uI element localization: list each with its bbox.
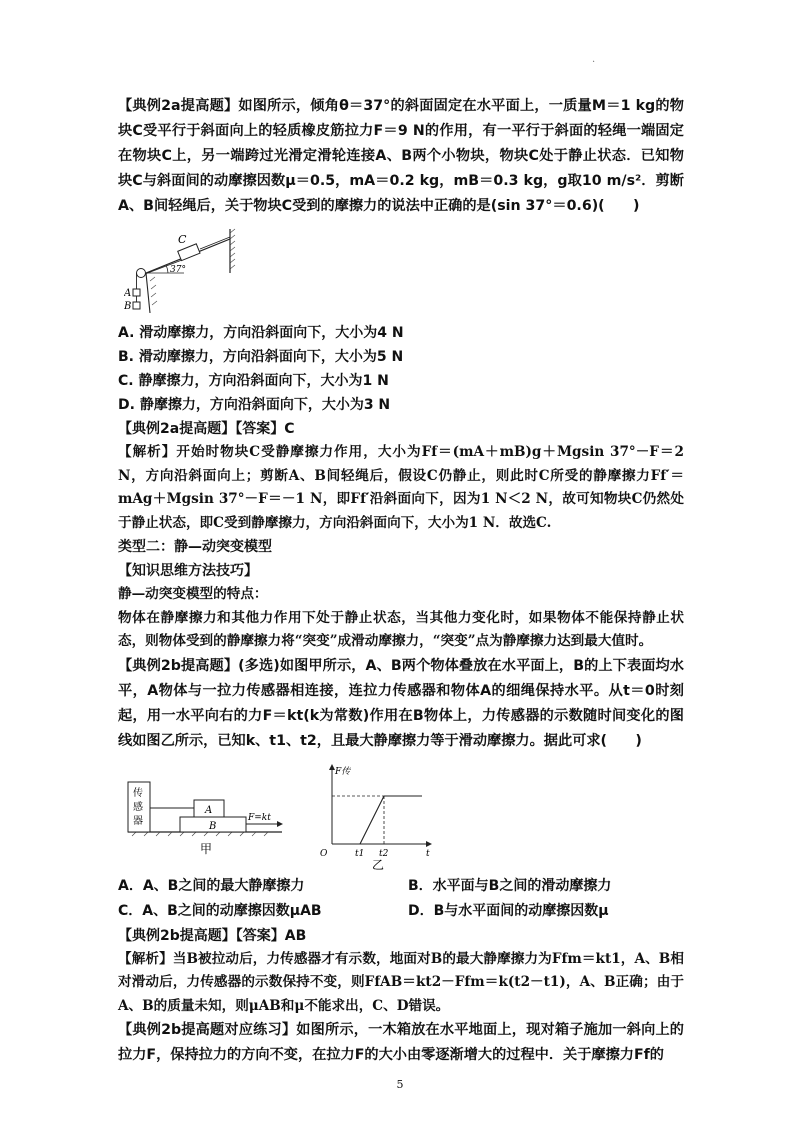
feature-title: 静—动突变模型的特点： xyxy=(118,586,268,602)
ex2b-figures xyxy=(122,762,684,872)
ground-hatch xyxy=(150,277,157,305)
page-dot: . xyxy=(592,54,596,65)
ex2a-figure xyxy=(124,225,684,317)
ex2a-option-c: C. 静摩擦力，方向沿斜面向下，大小为1 N xyxy=(118,373,389,389)
origin-label: O xyxy=(320,848,328,859)
ramp-line xyxy=(360,796,384,844)
sensor-char-2: 感 xyxy=(133,801,143,813)
wall-hatch xyxy=(230,229,235,269)
ex2a-explanation: 【解析】开始时物块C受静摩擦力作用，大小为Ff＝(mA＋mB)g＋Mgsin 37°－F＝2 N，方向沿斜面向上；剪断A、B间轻绳后，假设C仍静止，则此时C所受的静摩擦力Ff′＝mAg＋Mgsin 37°－F＝－1 N，即Ff′沿斜面向下，因为1 N＜2 N，故可知物块C仍然处于静止状态，即C受到静摩擦力，方向沿斜面向下，大小为1 N．故选C. xyxy=(118,444,684,531)
pulley xyxy=(137,269,146,278)
ex2b-question: 【典例2b提高题】(多选)如图甲所示，A、B两个物体叠放在水平面上，B的上下表面均水平，A物体与一拉力传感器相连接，连拉力传感器和物体A的细绳保持水平。从t＝0时刻起，用一水平向右的力F＝kt(k为常数)作用在B物体上，力传感器的示数随时间变化的图线如图乙所示，已知k、t1、t2，且最大静摩擦力等于滑动摩擦力。据此可求( ) xyxy=(118,657,684,749)
ex2a-option-a: A. 滑动摩擦力，方向沿斜面向下，大小为4 N xyxy=(118,325,404,341)
ex2a-option-b: B. 滑动摩擦力，方向沿斜面向下，大小为5 N xyxy=(118,349,404,365)
ex2a-answer: 【典例2a提高题】【答案】C xyxy=(118,421,295,437)
rubber-band xyxy=(200,237,230,249)
ex2b-practice-question: 【典例2b提高题对应练习】如图所示，一木箱放在水平地面上，现对箱子施加一斜向上的拉力F，保持拉力的方向不变，在拉力F的大小由零逐渐增大的过程中．关于摩擦力Ff的 xyxy=(118,1022,684,1063)
x-axis-arrow xyxy=(426,841,432,847)
ex2b-answer: 【典例2b提高题】【答案】AB xyxy=(118,927,307,944)
label-angle: 37° xyxy=(170,265,186,275)
page-number: 5 xyxy=(396,1078,404,1091)
tips-title: 【知识思维方法技巧】 xyxy=(118,563,258,579)
sensor-char-3: 器 xyxy=(133,815,143,827)
caption-jia: 甲 xyxy=(200,841,213,856)
t1-label: t1 xyxy=(355,848,365,859)
label-a-jia: A xyxy=(205,804,213,816)
angle-arc xyxy=(166,265,168,273)
ex2a-question: 【典例2a提高题】如图所示，倾角θ＝37°的斜面固定在水平面上，一质量M＝1 kg的物块C受平行于斜面向上的轻质橡皮筋拉力F＝9 N的作用，有一平行于斜面的轻绳一端固定在物块C上，另一端跨过光滑定滑轮连接A、B两个小物块，物块C处于静止状态．已知物块C与斜面间的动摩擦因数μ＝0.5，mA＝0.2 kg，mB＝0.3 kg，g取10 m/s²．剪断A、B间轻绳后，关于物块C受到的摩擦力的说法中正确的是(sin 37°＝0.6)( ) xyxy=(118,98,684,214)
type2-title: 类型二：静—动突变模型 xyxy=(118,539,272,555)
incline-diagram xyxy=(124,225,244,313)
ex2b-explanation: 【解析】当B被拉动后，力传感器才有示数，地面对B的最大静摩擦力为Ffm＝kt1，A、B相对滑动后，力传感器的示数保持不变，则FfAB＝kt2－Ffm＝k(t2－t1)，A、B正确；由于A、B的质量未知，则μAB和μ不能求出，C、D错误。 xyxy=(118,950,684,1014)
block-b xyxy=(133,302,140,309)
ex2b-option-a: A．A、B之间的最大静摩擦力 xyxy=(118,877,305,894)
feature-text: 物体在静摩擦力和其他力作用下处于静止状态，当其他力变化时，如果物体不能保持静止状态，则物体受到的静摩擦力将“突变”成滑动摩擦力，“突变”点为静摩擦力达到最大值时。 xyxy=(118,609,684,649)
content-area xyxy=(118,94,684,1068)
block-a xyxy=(133,289,140,296)
label-c: C xyxy=(178,233,187,246)
ex2b-option-c: C．A、B之间的动摩擦因数μAB xyxy=(118,902,322,919)
label-b: B xyxy=(124,301,132,312)
label-a: A xyxy=(124,288,132,299)
y-axis-label: F传 xyxy=(335,766,351,777)
t-label: t xyxy=(426,848,430,859)
caption-yi: 乙 xyxy=(372,857,385,872)
ex2b-options-row-1 xyxy=(118,874,684,899)
support-line xyxy=(146,273,150,313)
block-c xyxy=(178,244,200,261)
ex2b-option-d: D．B与水平面间的动摩擦因数μ xyxy=(408,902,609,919)
t2-label: t2 xyxy=(379,848,389,859)
force-arrowhead xyxy=(277,821,283,827)
ex2b-options-row-2 xyxy=(118,899,684,924)
ex2a-option-d: D. 静摩擦力，方向沿斜面向下，大小为3 N xyxy=(118,397,391,413)
sensor-char-1: 传 xyxy=(133,787,143,799)
ex2b-option-b: B．水平面与B之间的滑动摩擦力 xyxy=(408,877,612,894)
figure-yi xyxy=(318,762,438,872)
label-b-jia: B xyxy=(209,820,217,832)
label-force: F=kt xyxy=(248,812,271,823)
figure-jia xyxy=(122,762,292,858)
